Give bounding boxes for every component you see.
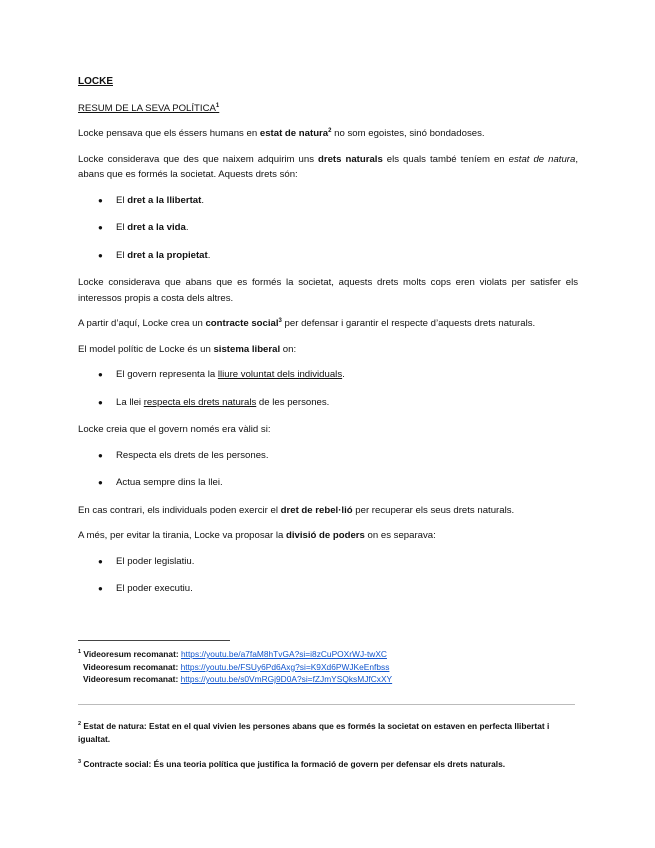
footnote-number: 2 bbox=[78, 721, 82, 728]
text: El bbox=[116, 249, 128, 261]
footnote-ref-2[interactable]: 2 bbox=[328, 127, 332, 134]
bullet-icon: ● bbox=[98, 370, 103, 379]
text: de les persones. bbox=[256, 396, 330, 408]
term-dret-de-rebellio: dret de rebel·lió bbox=[280, 504, 353, 516]
footnote-2 bbox=[78, 720, 578, 745]
term-estat-de-natura: estat de natura bbox=[259, 128, 329, 139]
paragraph-natural-state bbox=[78, 126, 578, 142]
text: El bbox=[116, 194, 128, 206]
text: El bbox=[116, 222, 128, 233]
paragraph-liberal-model bbox=[78, 342, 578, 358]
footnote-3 bbox=[78, 758, 578, 771]
footnote-line bbox=[78, 648, 392, 661]
text: Locke considerava que des que naixem adquirim uns bbox=[78, 153, 318, 165]
text: no som egoistes, sinó bondadoses. bbox=[331, 128, 485, 139]
footnote-ref-3[interactable]: 3 bbox=[278, 317, 282, 324]
text: El poder legislatiu. bbox=[116, 555, 195, 567]
footnote-label: Videoresum recomanat: bbox=[83, 649, 181, 659]
footnote-1 bbox=[78, 648, 392, 686]
footnote-line bbox=[78, 673, 392, 686]
text: els quals també teníem en bbox=[382, 153, 509, 165]
text: En cas contrari, els individuals poden exercir el bbox=[78, 504, 281, 516]
underlined-text: respecta els drets naturals bbox=[143, 396, 257, 408]
underlined-text: lliure voluntat dels individuals bbox=[217, 369, 343, 380]
text: El poder executiu. bbox=[116, 583, 193, 594]
footnote-line bbox=[78, 661, 392, 674]
term-estat-de-natura-italic: estat de natura bbox=[508, 153, 576, 165]
document-subtitle bbox=[78, 101, 578, 117]
text: , abans que es formés la societat. Aquests drets són: bbox=[78, 153, 578, 180]
bullet-icon: ● bbox=[98, 250, 103, 260]
footnote-label: Videoresum recomanat: bbox=[83, 674, 181, 685]
text: A més, per evitar la tirania, Locke va proposar la bbox=[78, 530, 286, 541]
liberal-list bbox=[78, 367, 578, 410]
term-divisio-de-poders: divisió de poders bbox=[285, 530, 365, 541]
text: . bbox=[185, 222, 189, 233]
paragraph-valid-government: Locke creia que el govern només era vàlid si: bbox=[78, 424, 271, 435]
paragraph-natural-rights bbox=[78, 152, 578, 183]
footnote-text: Estat de natura: Estat en el qual vivien les persones abans que es formés la societat on estaven en perfecta llibertat i igualtat. bbox=[78, 721, 550, 744]
right-liberty: dret a la llibertat bbox=[127, 194, 202, 206]
footnote-ref-1[interactable]: 1 bbox=[215, 102, 220, 109]
text: Locke pensava que els éssers humans en bbox=[78, 128, 260, 139]
paragraph-rebellion bbox=[78, 503, 578, 519]
paragraph-division-of-powers bbox=[78, 528, 578, 544]
valid-list bbox=[78, 448, 578, 491]
list-item bbox=[78, 448, 578, 464]
rights-list bbox=[78, 193, 578, 264]
text: per recuperar els seus drets naturals. bbox=[352, 504, 515, 516]
footnote-label: Videoresum recomanat: bbox=[83, 661, 181, 672]
text: El model polític de Locke és un bbox=[78, 343, 214, 355]
term-drets-naturals: drets naturals bbox=[318, 153, 383, 165]
text: El govern representa la bbox=[116, 369, 218, 380]
term-sistema-liberal: sistema liberal bbox=[213, 343, 281, 355]
list-item bbox=[78, 220, 578, 236]
text: La llei bbox=[116, 396, 144, 408]
video-link-1[interactable]: https://youtu.be/a7faM8hTvGA?si=i8zCuPOXrWJ-twXC bbox=[180, 649, 387, 659]
paragraph-social-contract bbox=[78, 316, 578, 332]
list-item bbox=[78, 193, 578, 209]
text: on: bbox=[280, 343, 297, 355]
term-contracte-social: contracte social bbox=[205, 318, 279, 329]
footnote-number: 1 bbox=[78, 649, 82, 656]
page-separator bbox=[78, 704, 575, 705]
list-item bbox=[78, 395, 578, 411]
bullet-icon: ● bbox=[98, 397, 103, 407]
document-title: LOCKE bbox=[78, 76, 113, 87]
list-item bbox=[78, 475, 578, 491]
bullet-icon: ● bbox=[98, 450, 103, 460]
subtitle-text: RESUM DE LA SEVA POLÍTICA bbox=[78, 102, 216, 114]
text: Actua sempre dins la llei. bbox=[116, 477, 223, 488]
footnote-number: 3 bbox=[78, 759, 82, 766]
document-body bbox=[78, 74, 578, 609]
paragraph-violations: Locke considerava que abans que es formés la societat, aquests drets molts cops eren violats per satisfer els interessos propis a costa dels altres. bbox=[78, 277, 578, 304]
text: per defensar i garantir el respecte d’aquests drets naturals. bbox=[281, 318, 536, 329]
right-life: dret a la vida bbox=[127, 222, 186, 233]
text: . bbox=[342, 369, 345, 380]
text: A partir d’aquí, Locke crea un bbox=[78, 318, 206, 329]
powers-list bbox=[78, 554, 578, 597]
footnote-text: Contracte social: És una teoria política que justifica la formació de govern per defensar els drets naturals. bbox=[83, 759, 506, 769]
list-item bbox=[78, 248, 578, 264]
text: on es separava: bbox=[364, 530, 436, 541]
bullet-icon: ● bbox=[98, 556, 103, 566]
video-link-2[interactable]: https://youtu.be/FSUy6Pd6Axg?si=K9Xd6PWJKeEnfbss bbox=[180, 661, 390, 672]
text: Respecta els drets de les persones. bbox=[116, 449, 269, 461]
video-link-3[interactable]: https://youtu.be/s0VmRGj9D0A?si=fZJmYSQksMJfCxXY bbox=[180, 674, 393, 685]
bullet-icon: ● bbox=[98, 584, 103, 593]
list-item bbox=[78, 554, 578, 570]
footnote-divider bbox=[78, 640, 230, 641]
list-item bbox=[78, 581, 578, 597]
right-property: dret a la propietat bbox=[127, 249, 208, 261]
text: . bbox=[201, 194, 204, 206]
text: . bbox=[207, 249, 211, 261]
bullet-icon: ● bbox=[98, 223, 103, 232]
bullet-icon: ● bbox=[98, 195, 103, 205]
list-item bbox=[78, 367, 578, 383]
bullet-icon: ● bbox=[98, 478, 103, 487]
